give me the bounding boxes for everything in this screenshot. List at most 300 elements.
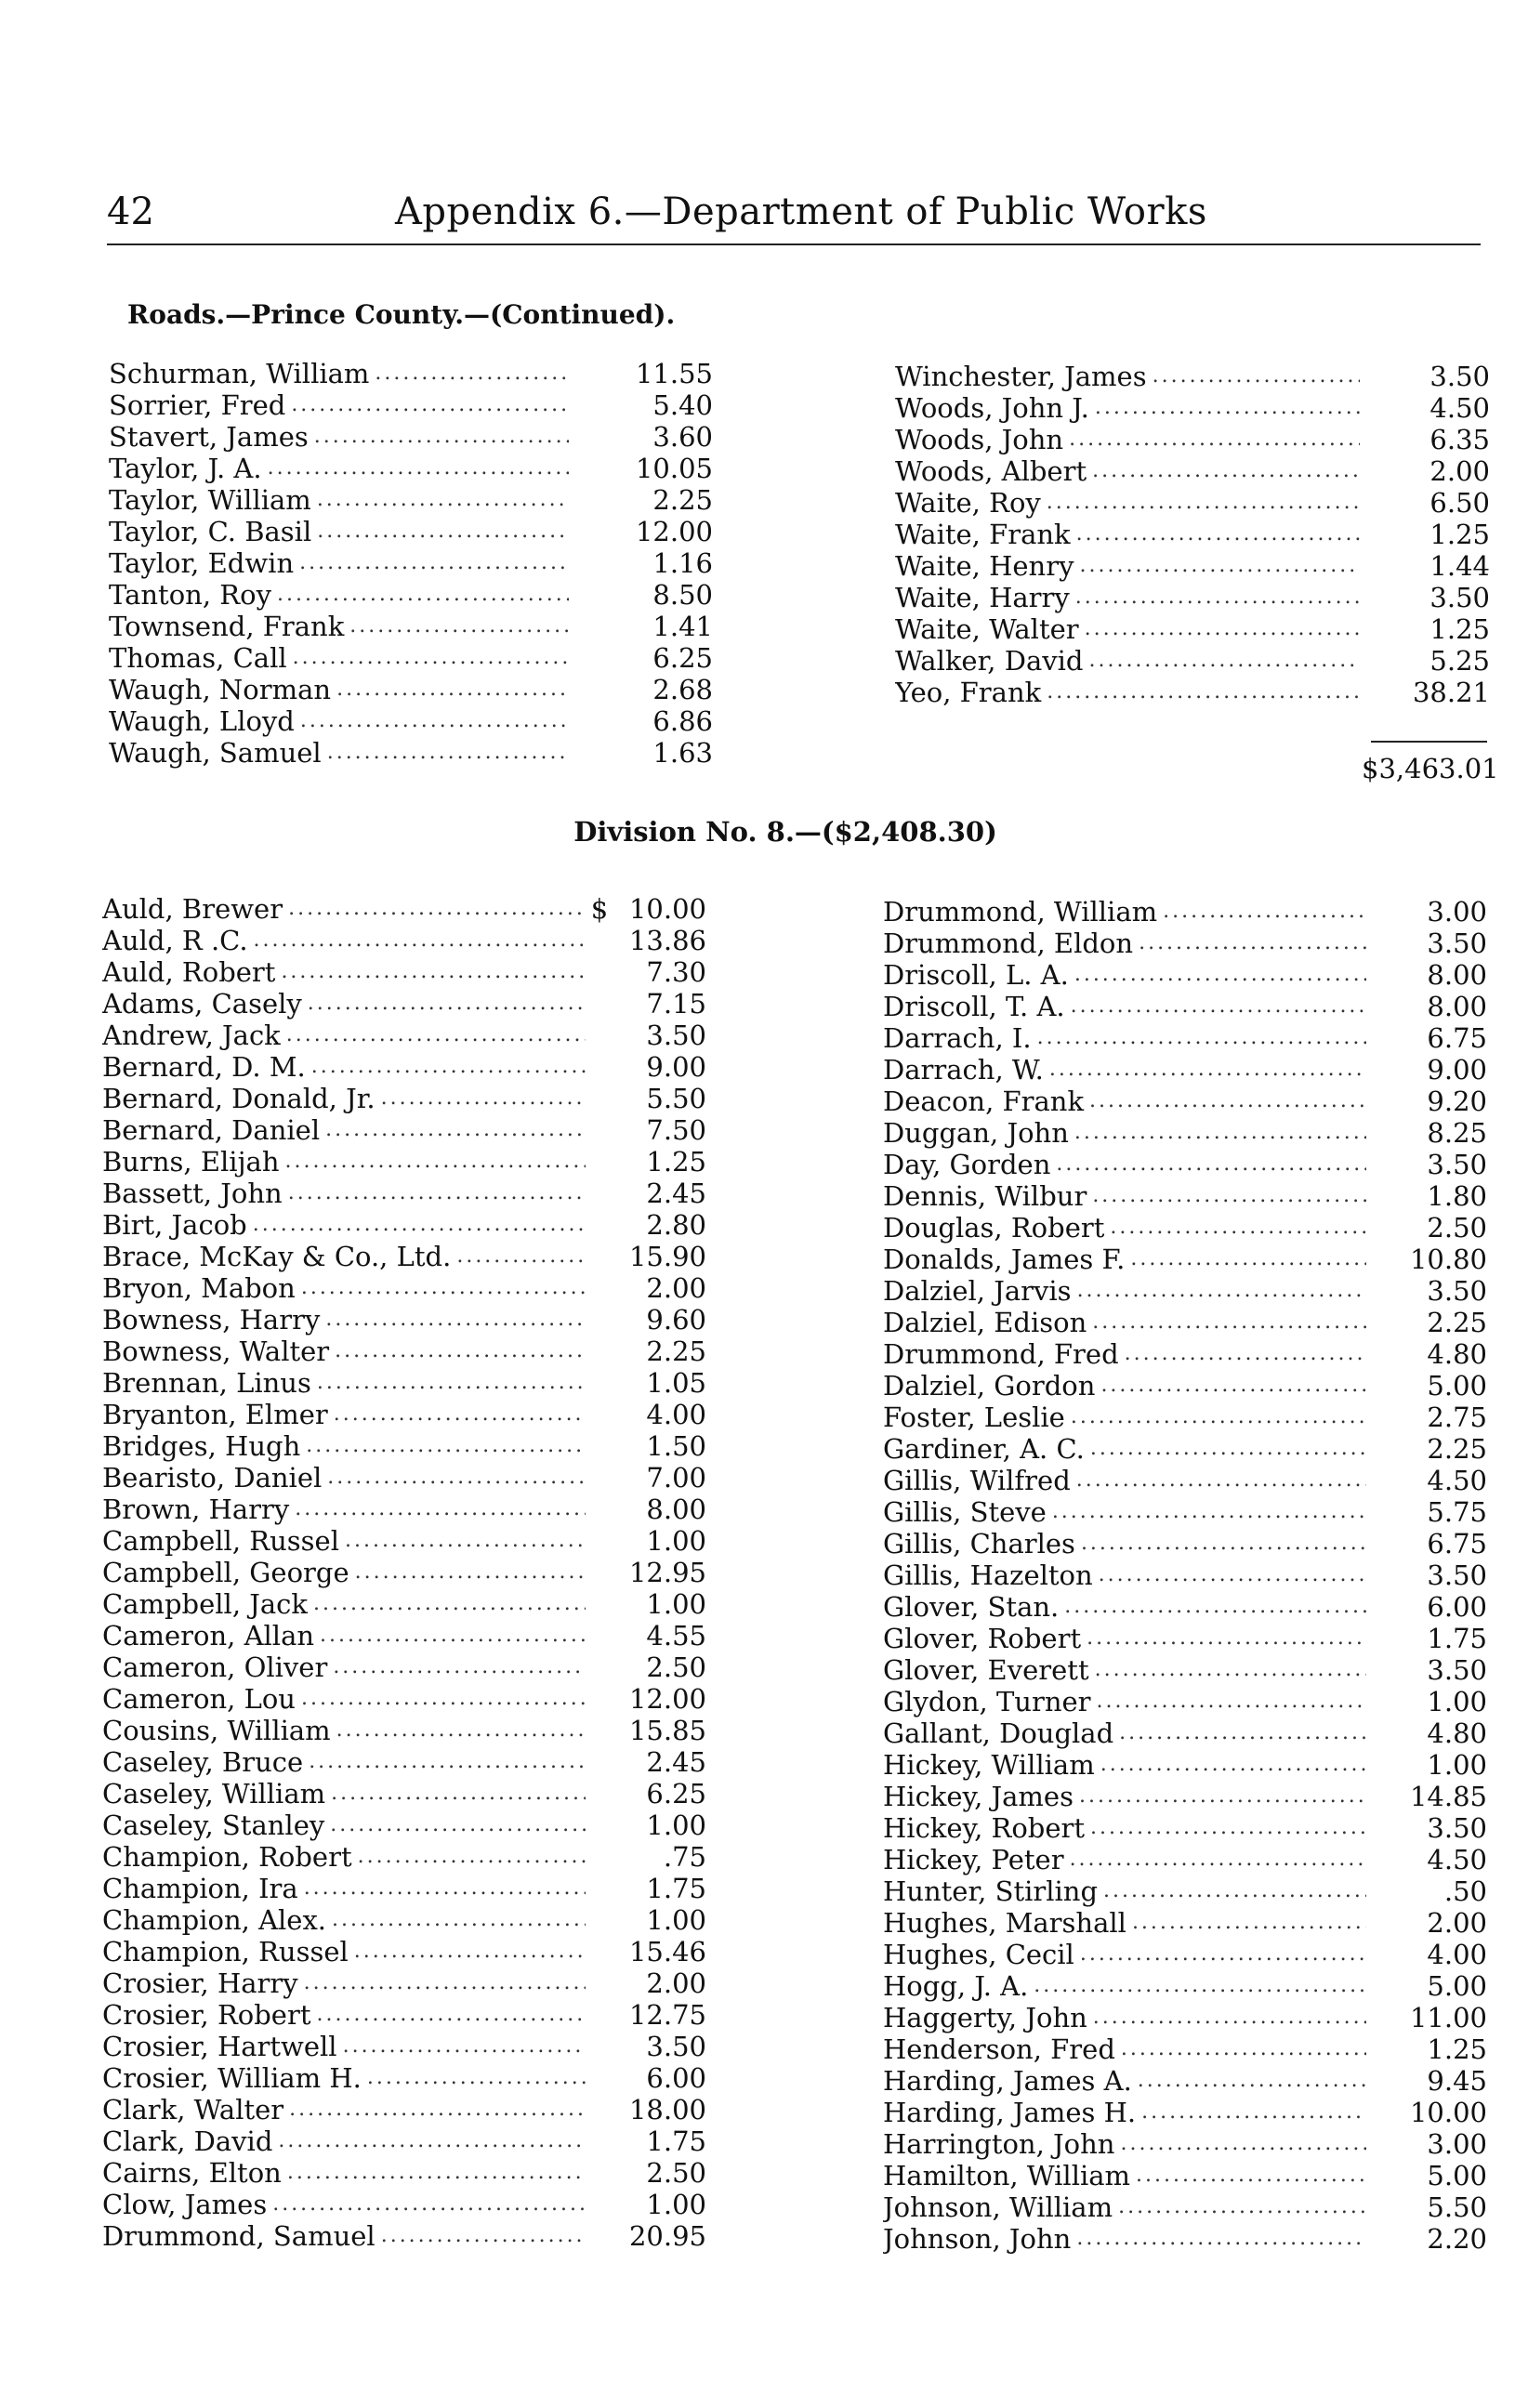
list-item — [883, 1496, 1487, 1528]
entry-name: Duggan, John — [883, 1117, 1069, 1149]
entry-name: Sorrier, Fred — [109, 389, 286, 421]
list-item — [102, 1620, 706, 1651]
page-number: 42 — [107, 191, 154, 233]
entry-name: Cameron, Allan — [102, 1620, 315, 1651]
entry-amount: 6.75 — [1427, 1528, 1487, 1559]
leader-dots — [1070, 1844, 1366, 1875]
leader-dots — [325, 1304, 586, 1336]
leader-dots — [285, 1146, 586, 1178]
entry-amount: 5.50 — [1427, 2191, 1487, 2223]
list-item — [883, 1875, 1487, 1907]
entry-name: Tanton, Roy — [109, 579, 271, 611]
page-title: Appendix 6.—Department of Public Works — [395, 191, 1207, 233]
entry-name: Winchester, James — [895, 361, 1147, 392]
leader-dots — [1141, 2097, 1366, 2128]
leader-dots — [291, 389, 569, 421]
list-item — [883, 1307, 1487, 1338]
entry-name: Hamilton, William — [883, 2160, 1131, 2191]
entry-name: Cousins, William — [102, 1715, 331, 1746]
leader-dots — [1118, 2191, 1366, 2223]
entry-amount: 10.05 — [635, 453, 713, 484]
top-right-list — [895, 361, 1490, 708]
leader-dots — [1153, 361, 1360, 392]
division-heading: Division No. 8.—($2,408.30) — [573, 816, 997, 848]
leader-dots — [1103, 1875, 1366, 1907]
entry-name: Waite, Henry — [895, 550, 1074, 582]
leader-dots — [286, 1020, 586, 1051]
section-heading: Roads.—Prince County.—(Continued). — [127, 299, 676, 330]
leader-dots — [1163, 896, 1366, 928]
entry-amount: 10.00 — [628, 893, 706, 925]
leader-dots — [355, 1557, 586, 1588]
list-item — [895, 424, 1490, 455]
leader-dots — [1047, 677, 1360, 708]
entry-amount: 4.00 — [646, 1399, 706, 1430]
list-item — [883, 1749, 1487, 1781]
entry-amount: 5.00 — [1427, 2160, 1487, 2191]
entry-amount: 3.50 — [646, 1020, 706, 1051]
entry-name: Crosier, Hartwell — [102, 2031, 337, 2062]
entry-name: Champion, Ira — [102, 1873, 298, 1904]
leader-dots — [1095, 1654, 1366, 1686]
entry-name: Driscoll, L. A. — [883, 959, 1069, 991]
entry-amount: 3.50 — [1427, 1559, 1487, 1591]
entry-amount: 11.55 — [635, 358, 713, 389]
list-item — [883, 1907, 1487, 1939]
leader-dots — [349, 611, 569, 642]
entry-amount: 4.80 — [1427, 1338, 1487, 1370]
leader-dots — [289, 2094, 586, 2125]
leader-dots — [1099, 1559, 1366, 1591]
leader-dots — [301, 1272, 586, 1304]
entry-amount: 18.00 — [628, 2094, 706, 2125]
entry-amount: 5.00 — [1427, 1370, 1487, 1401]
entry-name: Caseley, Stanley — [102, 1809, 325, 1841]
entry-amount: 3.50 — [646, 2031, 706, 2062]
entry-amount: 7.00 — [646, 1462, 706, 1493]
leader-dots — [317, 484, 569, 516]
entry-name: Clark, David — [102, 2125, 273, 2157]
list-item — [883, 2223, 1487, 2255]
entry-amount: .75 — [663, 1841, 706, 1873]
total-rule — [1371, 741, 1487, 743]
entry-amount: 2.00 — [1427, 1907, 1487, 1939]
entry-amount: 6.00 — [1427, 1591, 1487, 1623]
leader-dots — [1090, 1812, 1366, 1844]
list-item — [895, 613, 1490, 645]
list-item — [109, 737, 713, 769]
entry-name: Auld, R .C. — [102, 925, 248, 956]
entry-amount: 4.80 — [1427, 1717, 1487, 1749]
list-item — [895, 645, 1490, 677]
leader-dots — [293, 642, 569, 674]
list-item — [102, 1272, 706, 1304]
list-item — [102, 1651, 706, 1683]
leader-dots — [1136, 2160, 1366, 2191]
list-item — [109, 358, 713, 389]
entry-name: Cairns, Elton — [102, 2157, 282, 2189]
leader-dots — [1075, 582, 1360, 613]
entry-amount: 2.00 — [646, 1272, 706, 1304]
list-item — [895, 361, 1490, 392]
leader-dots — [1087, 1623, 1366, 1654]
entry-name: Day, Gorden — [883, 1149, 1051, 1180]
entry-amount: 6.50 — [1429, 487, 1490, 519]
entry-name: Schurman, William — [109, 358, 370, 389]
list-item — [102, 2220, 706, 2252]
entry-amount: 1.00 — [1427, 1749, 1487, 1781]
list-item — [102, 1904, 706, 1936]
entry-amount: 1.75 — [646, 2125, 706, 2157]
leader-dots — [343, 2031, 586, 2062]
entry-amount: 6.25 — [652, 642, 713, 674]
leader-dots — [336, 1715, 586, 1746]
entry-name: Clow, James — [102, 2189, 268, 2220]
entry-amount: 3.50 — [1427, 1812, 1487, 1844]
entry-name: Champion, Robert — [102, 1841, 352, 1873]
entry-name: Hughes, Marshall — [883, 1907, 1126, 1939]
list-item — [109, 642, 713, 674]
entry-name: Gillis, Steve — [883, 1496, 1047, 1528]
entry-name: Cameron, Oliver — [102, 1651, 328, 1683]
leader-dots — [311, 1051, 586, 1083]
list-item — [895, 487, 1490, 519]
list-item — [102, 1683, 706, 1715]
list-item — [895, 392, 1490, 424]
header-rule — [107, 243, 1481, 245]
leader-dots — [314, 421, 569, 453]
list-item — [109, 389, 713, 421]
list-item — [883, 1686, 1487, 1717]
entry-name: Hickey, James — [883, 1781, 1074, 1812]
entry-amount: 2.25 — [1427, 1433, 1487, 1465]
entry-amount: 7.30 — [646, 956, 706, 988]
list-item — [102, 1809, 706, 1841]
entry-name: Brennan, Linus — [102, 1367, 311, 1399]
entry-amount: 10.80 — [1409, 1243, 1487, 1275]
entry-name: Walker, David — [895, 645, 1084, 677]
list-item — [102, 1399, 706, 1430]
entry-amount: 9.60 — [646, 1304, 706, 1336]
entry-name: Brace, McKay & Co., Ltd. — [102, 1241, 452, 1272]
entry-amount: 6.86 — [652, 705, 713, 737]
entry-amount: 1.25 — [1427, 2033, 1487, 2065]
entry-amount: 5.50 — [646, 1083, 706, 1114]
entry-amount: 12.00 — [635, 516, 713, 547]
list-item — [102, 1462, 706, 1493]
list-item — [102, 1557, 706, 1588]
entry-amount: 3.50 — [1427, 928, 1487, 959]
leader-dots — [331, 1778, 586, 1809]
entry-amount: 15.85 — [628, 1715, 706, 1746]
entry-amount: 3.50 — [1427, 1654, 1487, 1686]
leader-dots — [1037, 1022, 1366, 1054]
entry-amount: 7.50 — [646, 1114, 706, 1146]
leader-dots — [1100, 1749, 1366, 1781]
entry-name: Woods, Albert — [895, 455, 1087, 487]
leader-dots — [1079, 1781, 1366, 1812]
list-item — [883, 1117, 1487, 1149]
entry-amount: 8.00 — [646, 1493, 706, 1525]
entry-amount: 7.15 — [646, 988, 706, 1020]
leader-dots — [1076, 2223, 1366, 2255]
entry-amount: 1.75 — [646, 1873, 706, 1904]
list-item — [102, 893, 706, 925]
entry-name: Gallant, Douglad — [883, 1717, 1114, 1749]
entry-amount: 8.50 — [652, 579, 713, 611]
leader-dots — [1079, 550, 1360, 582]
leader-dots — [330, 1809, 586, 1841]
entry-amount: 5.75 — [1427, 1496, 1487, 1528]
list-item — [883, 1243, 1487, 1275]
page-header — [107, 191, 1417, 246]
entry-name: Waite, Frank — [895, 519, 1071, 550]
leader-dots — [1076, 519, 1360, 550]
entry-name: Taylor, J. A. — [109, 453, 262, 484]
entry-name: Gillis, Hazelton — [883, 1559, 1093, 1591]
leader-dots — [1121, 2128, 1367, 2160]
entry-amount: 2.50 — [646, 2157, 706, 2189]
entry-name: Dalziel, Jarvis — [883, 1275, 1072, 1307]
leader-dots — [1093, 2002, 1366, 2033]
leader-dots — [1130, 1243, 1366, 1275]
entry-amount: 14.85 — [1409, 1781, 1487, 1812]
list-item — [883, 2033, 1487, 2065]
list-item — [102, 956, 706, 988]
leader-dots — [1064, 1591, 1366, 1623]
leader-dots — [327, 737, 569, 769]
leader-dots — [1092, 1180, 1366, 1212]
list-item — [102, 1051, 706, 1083]
entry-name: Caseley, Bruce — [102, 1746, 304, 1778]
leader-dots — [1095, 392, 1360, 424]
list-item — [102, 1241, 706, 1272]
entry-name: Harrington, John — [883, 2128, 1115, 2160]
entry-amount: 1.00 — [1427, 1686, 1487, 1717]
entry-name: Dennis, Wilbur — [883, 1180, 1087, 1212]
entry-amount: 2.45 — [646, 1178, 706, 1209]
leader-dots — [1125, 1338, 1366, 1370]
list-item — [109, 579, 713, 611]
entry-name: Bowness, Walter — [102, 1336, 330, 1367]
leader-dots — [1080, 1939, 1366, 1970]
entry-name: Harding, James H. — [883, 2097, 1137, 2128]
entry-name: Caseley, William — [102, 1778, 326, 1809]
entry-amount: 1.25 — [1429, 519, 1490, 550]
list-item — [102, 1367, 706, 1399]
list-item — [895, 550, 1490, 582]
entry-name: Darrach, I. — [883, 1022, 1032, 1054]
entry-amount: 2.25 — [652, 484, 713, 516]
leader-dots — [325, 1114, 586, 1146]
entry-name: Woods, John — [895, 424, 1064, 455]
list-item — [883, 896, 1487, 928]
list-item — [109, 611, 713, 642]
leader-dots — [287, 2157, 586, 2189]
entry-name: Taylor, C. Basil — [109, 516, 312, 547]
entry-name: Bowness, Harry — [102, 1304, 321, 1336]
leader-dots — [358, 1841, 586, 1873]
entry-amount: 5.40 — [652, 389, 713, 421]
entry-name: Gillis, Wilfred — [883, 1465, 1071, 1496]
entry-name: Crosier, Robert — [102, 1999, 311, 2031]
entry-amount: 9.00 — [1427, 1054, 1487, 1086]
entry-amount: 3.60 — [652, 421, 713, 453]
leader-dots — [1085, 613, 1360, 645]
entry-amount: 3.50 — [1429, 582, 1490, 613]
list-item — [883, 959, 1487, 991]
list-item — [109, 421, 713, 453]
entry-amount: 2.25 — [1427, 1307, 1487, 1338]
entry-name: Johnson, William — [883, 2191, 1113, 2223]
entry-amount: 1.50 — [646, 1430, 706, 1462]
entry-amount: 1.00 — [646, 1588, 706, 1620]
leader-dots — [375, 358, 569, 389]
leader-dots — [1100, 1370, 1366, 1401]
leader-dots — [304, 1967, 586, 1999]
entry-name: Townsend, Frank — [109, 611, 345, 642]
entry-name: Glydon, Turner — [883, 1686, 1091, 1717]
leader-dots — [278, 2125, 586, 2157]
entry-name: Bernard, D. M. — [102, 1051, 306, 1083]
entry-name: Auld, Brewer — [102, 893, 283, 925]
entry-name: Hickey, Peter — [883, 1844, 1064, 1875]
entry-amount: 12.75 — [628, 1999, 706, 2031]
list-item — [102, 1493, 706, 1525]
dollar-sign: $ — [590, 893, 609, 925]
entry-name: Campbell, Russel — [102, 1525, 339, 1557]
entry-amount: 2.20 — [1427, 2223, 1487, 2255]
entry-amount: 12.95 — [628, 1557, 706, 1588]
list-item — [102, 925, 706, 956]
entry-name: Dalziel, Edison — [883, 1307, 1087, 1338]
entry-amount: 1.63 — [652, 737, 713, 769]
list-item — [883, 1275, 1487, 1307]
entry-name: Bryon, Mabon — [102, 1272, 296, 1304]
entry-name: Thomas, Call — [109, 642, 287, 674]
entry-amount: 4.00 — [1427, 1939, 1487, 1970]
list-item — [883, 2160, 1487, 2191]
list-item — [883, 1781, 1487, 1812]
entry-amount: 1.80 — [1427, 1180, 1487, 1212]
entry-name: Bassett, John — [102, 1178, 283, 1209]
entry-amount: 9.45 — [1427, 2065, 1487, 2097]
entry-name: Clark, Walter — [102, 2094, 284, 2125]
entry-amount: 1.00 — [646, 1904, 706, 1936]
list-item — [883, 1654, 1487, 1686]
leader-dots — [345, 1525, 586, 1557]
list-item — [102, 2125, 706, 2157]
leader-dots — [1138, 2065, 1366, 2097]
entry-name: Foster, Leslie — [883, 1401, 1065, 1433]
entry-amount: 2.25 — [646, 1336, 706, 1367]
list-item — [102, 2062, 706, 2094]
entry-amount: 4.55 — [646, 1620, 706, 1651]
entry-amount: 2.75 — [1427, 1401, 1487, 1433]
list-item — [883, 1401, 1487, 1433]
leader-dots — [1121, 2033, 1366, 2065]
leader-dots — [1047, 487, 1360, 519]
list-item — [109, 705, 713, 737]
list-item — [109, 516, 713, 547]
entry-name: Waugh, Samuel — [109, 737, 322, 769]
leader-dots — [1081, 1528, 1366, 1559]
entry-name: Bernard, Donald, Jr. — [102, 1083, 375, 1114]
entry-amount: 1.44 — [1429, 550, 1490, 582]
entry-name: Johnson, John — [883, 2223, 1072, 2255]
entry-name: Drummond, Eldon — [883, 928, 1134, 959]
list-item — [883, 1591, 1487, 1623]
entry-name: Andrew, Jack — [102, 1020, 281, 1051]
list-item — [883, 1465, 1487, 1496]
list-item — [102, 2189, 706, 2220]
leader-dots — [381, 1083, 586, 1114]
leader-dots — [313, 1588, 586, 1620]
entry-name: Haggerty, John — [883, 2002, 1087, 2033]
entry-name: Bearisto, Daniel — [102, 1462, 323, 1493]
leader-dots — [1092, 455, 1360, 487]
list-item — [883, 1180, 1487, 1212]
leader-dots — [1069, 424, 1360, 455]
leader-dots — [456, 1241, 586, 1272]
entry-amount: 3.50 — [1429, 361, 1490, 392]
entry-amount: 9.00 — [646, 1051, 706, 1083]
list-item — [883, 1970, 1487, 2002]
entry-amount: 6.00 — [646, 2062, 706, 2094]
list-item — [102, 1020, 706, 1051]
entry-amount: 1.00 — [646, 2189, 706, 2220]
entry-amount: 1.00 — [646, 1525, 706, 1557]
leader-dots — [1110, 1212, 1366, 1243]
entry-amount: 8.25 — [1427, 1117, 1487, 1149]
entry-amount: 6.35 — [1429, 424, 1490, 455]
entry-name: Donalds, James F. — [883, 1243, 1126, 1275]
entry-amount: 4.50 — [1427, 1465, 1487, 1496]
leader-dots — [272, 2189, 586, 2220]
entry-name: Bernard, Daniel — [102, 1114, 321, 1146]
leader-dots — [1074, 1117, 1366, 1149]
leader-dots — [1076, 1465, 1366, 1496]
leader-dots — [1071, 991, 1366, 1022]
leader-dots — [268, 453, 569, 484]
entry-name: Taylor, William — [109, 484, 311, 516]
entry-name: Harding, James A. — [883, 2065, 1132, 2097]
list-item — [883, 1338, 1487, 1370]
entry-name: Glover, Robert — [883, 1623, 1082, 1654]
leader-dots — [1071, 1401, 1366, 1433]
leader-dots — [288, 893, 586, 925]
list-item — [883, 928, 1487, 959]
entry-name: Hogg, J. A. — [883, 1970, 1029, 2002]
entry-amount: 11.00 — [1409, 2002, 1487, 2033]
list-item — [883, 1844, 1487, 1875]
entry-name: Drummond, Samuel — [102, 2220, 375, 2252]
leader-dots — [277, 579, 569, 611]
entry-amount: 1.25 — [1429, 613, 1490, 645]
entry-amount: 2.50 — [646, 1651, 706, 1683]
entry-amount: 5.00 — [1427, 1970, 1487, 2002]
leader-dots — [299, 547, 569, 579]
division-left-list — [102, 893, 706, 2252]
leader-dots — [332, 1904, 586, 1936]
list-item — [883, 2128, 1487, 2160]
entry-name: Dalziel, Gordon — [883, 1370, 1096, 1401]
list-item — [895, 519, 1490, 550]
entry-name: Yeo, Frank — [895, 677, 1042, 708]
entry-name: Henderson, Fred — [883, 2033, 1115, 2065]
leader-dots — [254, 925, 586, 956]
leader-dots — [253, 1209, 586, 1241]
